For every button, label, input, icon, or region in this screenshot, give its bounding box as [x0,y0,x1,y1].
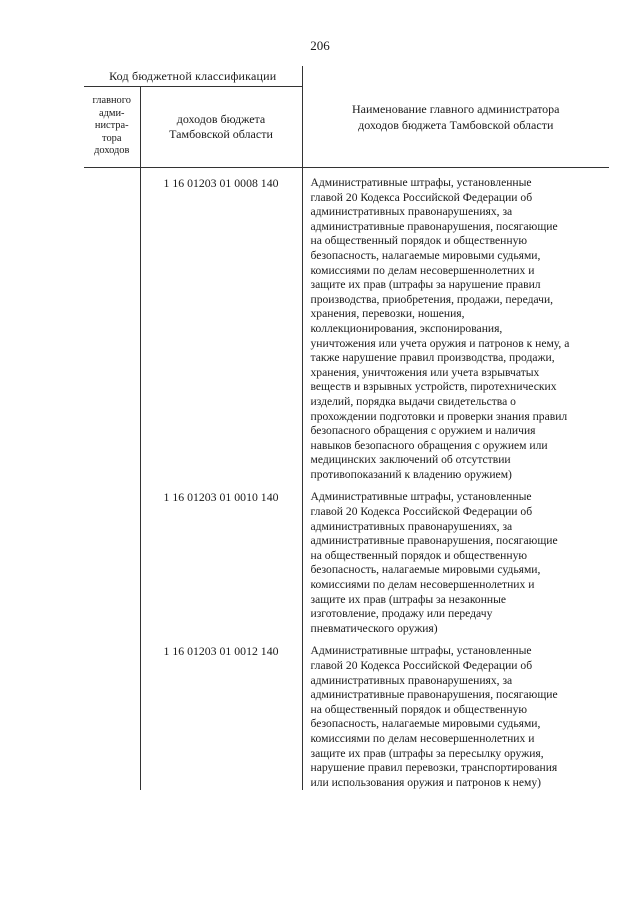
header-row-top [84,66,609,87]
header-name-column [302,66,609,168]
row-name-text: Административные штрафы, установленные главой 20 Кодекса Российской Федерации об административных правонарушениях, за административные правонарушения, посягающие на общественный порядок и общественную безопасность, налагаемые мировыми судьями, комиссиями по делам несовершеннолетних и защите их прав (штрафы за незаконные изготовление, продажу или передачу пневматического оружия) [310,490,558,635]
row-name-cell [302,168,609,483]
header-admin-text: главного адми- нистра- тора доходов [92,95,131,157]
row-code-cell: 1 16 01203 01 0008 140 [140,168,302,483]
row-code-cell: 1 16 01203 01 0012 140 [140,636,302,790]
row-name-text: Административные штрафы, установленные главой 20 Кодекса Российской Федерации об административных правонарушениях, за административные правонарушения, посягающие на общественный порядок и общественную безопасность, налагаемые мировыми судьями, комиссиями по делам несовершеннолетних и защите их прав (штрафы за нарушение правил производства, приобретения, продажи, передачи, хранения, перевозки, ношения, коллекционирования, экспонирования, уничтожения или учета оружия и патронов к нему, а также нарушение правил производства, продажи, хранения, уничтожения или учета взрывчатых веществ и взрывных устройств, пиротехнических изделий, порядка выдачи свидетельства о прохождении подготовки и проверки знания правил безопасного обращения с оружием и наличия навыков безопасного обращения с оружием или медицинских заключений об отсутствии противопоказаний к владению оружием) [310,176,570,481]
row-name-cell [302,636,609,790]
table-row [84,168,609,483]
header-admin-column [84,87,140,168]
budget-classification-table [84,66,609,790]
header-code-group: Код бюджетной классификации [84,66,302,87]
row-admin-cell [84,168,140,483]
row-admin-cell [84,482,140,636]
row-name-cell [302,482,609,636]
table-row [84,636,609,790]
page-number: 206 [310,38,330,53]
header-income-text: доходов бюджета Тамбовской области [169,112,273,141]
row-admin-cell [84,636,140,790]
row-name-text: Административные штрафы, установленные главой 20 Кодекса Российской Федерации об административных правонарушениях, за административные правонарушения, посягающие на общественный порядок и общественную безопасность, налагаемые мировыми судьями, комиссиями по делам несовершеннолетних и защите их прав (штрафы за пересылку оружия, нарушение правил перевозки, транспортирования или использования оружия и патронов к нему) [310,644,558,789]
table-row [84,482,609,636]
row-code-cell: 1 16 01203 01 0010 140 [140,482,302,636]
header-name-text: Наименование главного администратора доходов бюджета Тамбовской области [351,101,560,132]
header-income-column [140,87,302,168]
